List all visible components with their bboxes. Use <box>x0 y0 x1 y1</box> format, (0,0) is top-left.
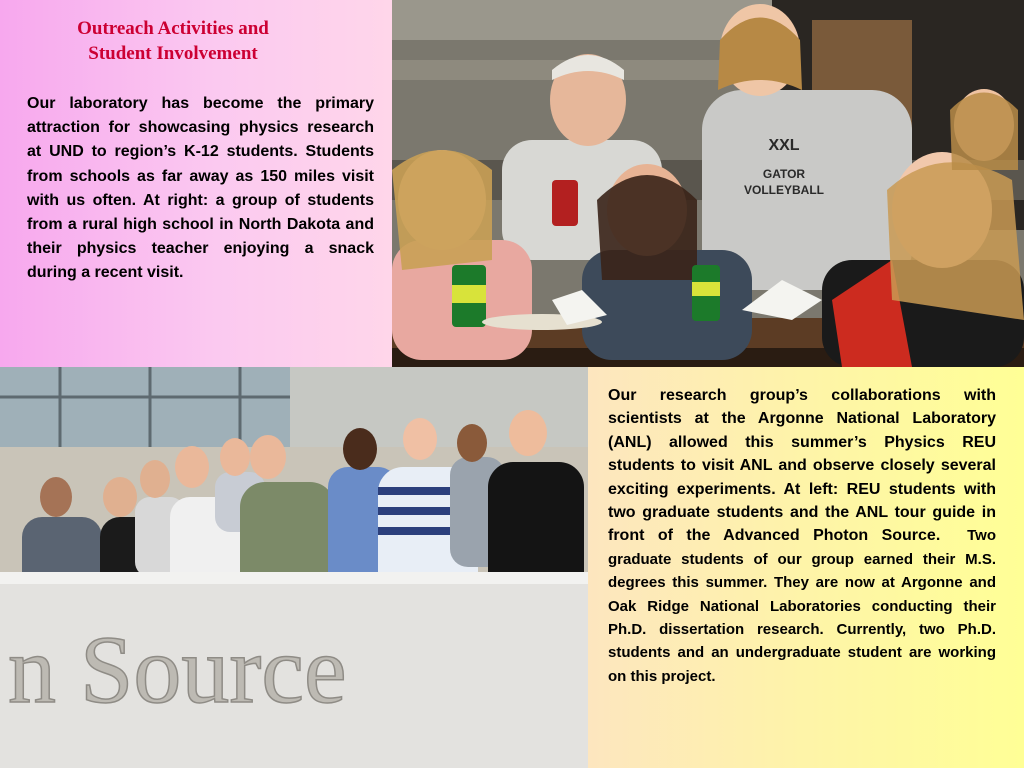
outreach-panel <box>0 0 392 367</box>
section-title <box>18 16 328 66</box>
sign-top-edge <box>0 572 588 584</box>
collaboration-text-part-1: Our research group’s collaborations with scientists at the Argonne National Laboratory (ANL) allowed this summer’s Physics REU students to visit ANL and observe closely several exciting experiments. At left: REU students with two graduate students and the ANL tour guide in front of the Advanced Photon Source. <box>608 387 996 545</box>
collaboration-paragraph <box>608 384 996 688</box>
collaboration-text-part-2: Two graduate students of our group earned their M.S. degrees this summer. They are now at Argonne and Oak Ridge National Laboratories conducting their Ph.D. dissertation research. Currently, two Ph.D. students and an undergraduate student are working on this project. <box>608 527 997 685</box>
shirt-text-gator: GATOR <box>762 167 806 181</box>
outreach-paragraph: Our laboratory has become the primary attraction for showcasing physics research at UND to region’s K-12 students. Students from schools as far away as 150 miles visit with us often. At right: a group of students from a rural high school in North Dakota and their physics teacher enjoying a snack during a recent visit. <box>27 95 374 282</box>
title-line-2: Student Involvement <box>88 43 258 64</box>
reu-group-illustration <box>0 367 588 768</box>
shelf-upper <box>392 0 772 40</box>
title-line-1: Outreach Activities and <box>77 18 269 39</box>
students-snack-photo <box>392 0 1024 367</box>
reu-group-photo <box>0 367 588 768</box>
shirt-text-xxl: XXL <box>768 137 800 154</box>
soda-can-red <box>552 180 578 226</box>
shirt-text-volleyball: VOLLEYBALL <box>744 183 824 197</box>
soda-can-green-left <box>452 265 486 327</box>
soda-can-green-right <box>692 265 720 321</box>
students-snack-illustration <box>392 0 1024 367</box>
collaboration-panel <box>588 367 1024 768</box>
person-background <box>950 89 1018 170</box>
sign-text: n Source <box>8 616 347 723</box>
